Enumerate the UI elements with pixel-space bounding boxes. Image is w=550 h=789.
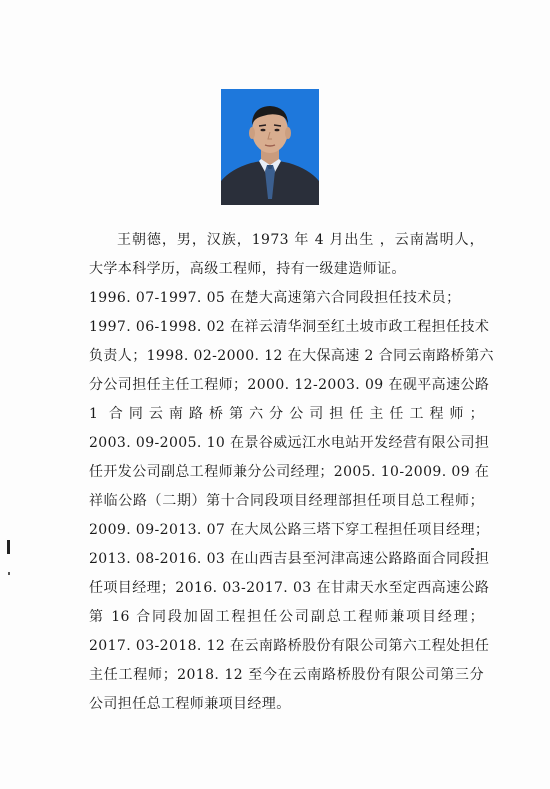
biography-text [89,226,494,719]
bio-line: 1 合同云南路桥第六分公司担任主任工程师； [89,406,484,422]
bio-line: 大学本科学历，高级工程师，持有一级建造师证。 [89,261,406,277]
bio-line: 1996. 07-1997. 05 在楚大高速第六合同段担任技术员； [89,290,461,306]
bio-line: 2003. 09-2005. 10 在景谷威远江水电站开发经营有限公司担 [89,435,490,451]
bio-line: 2009. 09-2013. 07 在大凤公路三塔下穿工程担任项目经理； [89,522,490,538]
bio-line: 祥临公路（二期）第十合同段项目经理部担任项目总工程师； [89,493,484,509]
bio-line: 分公司担任主任工程师；2000. 12-2003. 09 在砚平高速公路 [89,377,490,393]
scan-artifact [8,572,10,575]
scan-artifact [7,540,10,554]
bio-line: 主任工程师；2018. 12 至今在云南路桥股份有限公司第三分 [89,667,484,683]
bio-line: 公司担任总工程师兼项目经理。 [89,696,291,712]
bio-line: 王朝德，男，汉族，1973 年 4 月出生 ，云南嵩明人， [117,232,484,248]
bio-line: 1997. 06-1998. 02 在祥云清华洞至红土坡市政工程担任技术 [89,319,490,335]
scan-artifact [471,548,474,550]
bio-line: 2017. 03-2018. 12 在云南路桥股份有限公司第六工程处担任 [89,638,490,654]
portrait-photo [221,89,319,205]
bio-line: 负责人；1998. 02-2000. 12 在大保高速 2 合同云南路桥第六 [89,348,494,364]
bio-line: 2013. 08-2016. 03 在山西吉县至河津高速公路路面合同段担 [89,551,490,567]
bio-line: 第 16 合同段加固工程担任公司副总工程师兼项目经理； [89,609,484,625]
bio-line: 任开发公司副总工程师兼分公司经理；2005. 10-2009. 09 在 [89,464,490,480]
portrait-illustration [221,89,319,205]
bio-line: 任项目经理；2016. 03-2017. 03 在甘肃天水至定西高速公路 [89,580,490,596]
